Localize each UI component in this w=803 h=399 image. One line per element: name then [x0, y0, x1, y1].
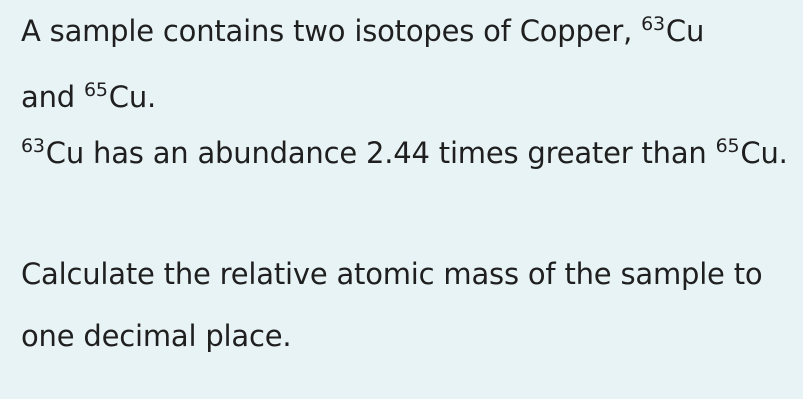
isotope-63-symbol: Cu: [45, 136, 85, 170]
isotope-63-symbol: Cu: [665, 14, 705, 48]
isotope-63-mass-number: 63: [21, 135, 45, 157]
isotope-65-mass-number: 65: [83, 79, 108, 101]
question-intro: [21, 0, 793, 132]
isotope-65-symbol: Cu.: [740, 136, 788, 170]
question-instruction: Calculate the relative atomic mass of the sample to one decimal place.: [21, 257, 763, 353]
isotope-65-mass-number: 65: [715, 135, 740, 157]
intro-and-text: and: [21, 80, 84, 114]
abundance-text: has an abundance 2.44 times greater than: [84, 136, 716, 170]
isotope-65-symbol: Cu.: [108, 80, 157, 114]
question-abundance: [21, 122, 793, 188]
isotope-63-mass-number: 63: [641, 13, 665, 35]
intro-text: A sample contains two isotopes of Copper,: [21, 14, 642, 48]
